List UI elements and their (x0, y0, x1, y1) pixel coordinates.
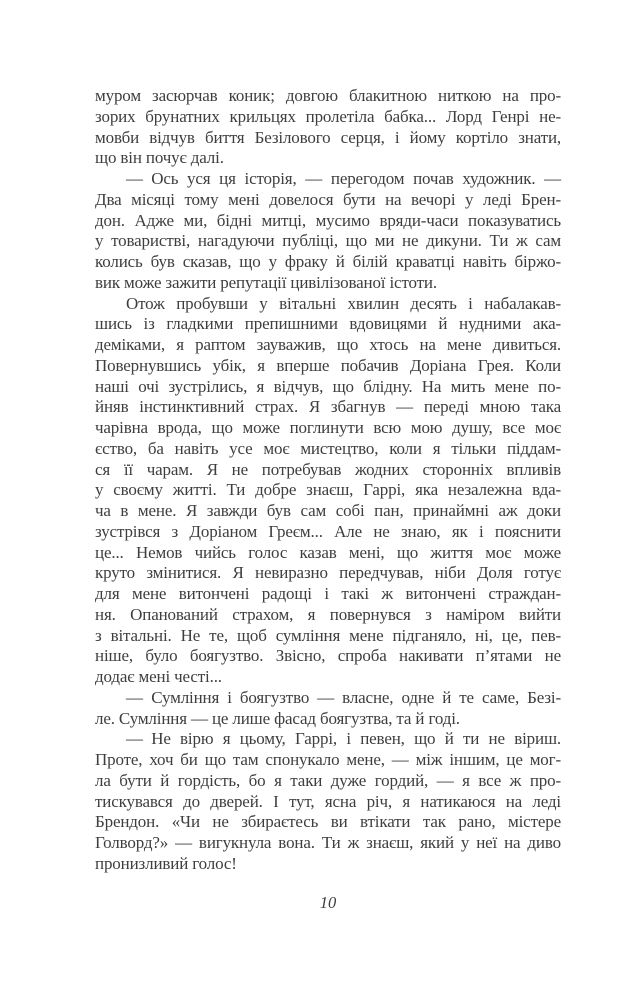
text-line: круто змінитися. Я невиразно передчував, ніби Доля готує (95, 563, 561, 583)
text-line: для мене витончені радощі і такі ж витончені страждан- (95, 584, 561, 603)
text-line: Брендон. «Чи не збираєтесь ви втікати так рано, містере (95, 812, 561, 832)
paragraph (95, 294, 561, 688)
text-line: Повернувшись убік, я вперше побачив Доріана Грея. Коли (95, 355, 561, 375)
text-line: шись із гладкими препишними вдовицями й нудними ака- (95, 314, 561, 334)
text-line: мовби відчув биття Безілового серця, і йому кортіло знати, (95, 127, 561, 147)
text-line: тискувався до дверей. І тут, ясна річ, я натикаюся на леді (95, 791, 561, 811)
text-line: Голворд?» — вигукнула вона. Ти ж знаєш, який у неї на диво (95, 833, 561, 852)
text-line: пронизливий голос! (95, 853, 237, 873)
text-line: ся її чарам. Я не потребував жодних сторонніх впливів (95, 459, 561, 479)
text-line: деміками, я раптом зауважив, що хтось на мене дивиться. (95, 335, 561, 354)
paragraph (95, 169, 561, 294)
paragraph (95, 729, 561, 874)
text-line: зустрівся з Доріаном Греєм... Але не знаю, як і пояснити (95, 521, 561, 541)
text-line: ле. Сумління — це лише фасад боягузтва, та й годі. (95, 708, 460, 728)
text-line: зорих брунатних крильцях пролетіла бабка... Лорд Генрі не- (95, 106, 561, 126)
text-line: колись був сказав, що у фраку й білій краватці навіть біржо- (95, 252, 561, 271)
text-line: у товаристві, нагадуючи публіці, що ми не дикуни. Ти ж сам (95, 231, 561, 251)
text-line: у своєму житті. Ти добре знаєш, Гаррі, яка незалежна вда- (95, 480, 561, 500)
text-line: муром засюрчав коник; довгою блакитною ниткою на про- (95, 86, 561, 105)
text-line: чарівна врода, що може поглинути всю мою душу, все моє (95, 418, 561, 437)
text-line: з вітальні. Не те, щоб сумління мене підганяло, ні, це, пев- (95, 625, 561, 645)
text-line: вик може зажити репутації цивілізованої істоти. (95, 272, 437, 292)
paragraph (95, 688, 561, 730)
text-line: ня. Опанований страхом, я повернувся з наміром вийти (95, 604, 561, 624)
text-line: — Не вірю я цьому, Гаррі, і певен, що й ти не віриш. (126, 729, 561, 749)
text-line: — Сумління і боягузтво — власне, одне й те саме, Безі- (126, 687, 561, 707)
text-line: — Ось уся ця історія, — перегодом почав художник. — (126, 169, 561, 188)
text-line: наші очі зустрілись, я відчув, що блідну. На мить мене по- (95, 376, 561, 396)
paragraph (95, 86, 561, 169)
page-text (95, 86, 561, 875)
text-line: Проте, хоч би що там спонукало мене, — між іншим, це мог- (95, 750, 561, 769)
text-line: йняв інстинктивний страх. Я збагнув — переді мною така (95, 397, 561, 417)
text-line: що він почує далі. (95, 148, 224, 168)
text-line: ла бути й гордість, бо я таки дуже гордий, — я все ж про- (95, 770, 561, 790)
page-number: 10 (319, 893, 337, 912)
text-line: Два місяці тому мені довелося бути на вечорі у леді Брен- (95, 189, 561, 209)
text-line: єство, ба навіть усе моє мистецтво, коли я тільки піддам- (95, 438, 561, 458)
text-line: дон. Адже ми, бідні митці, мусимо вряди-часи показуватись (95, 210, 561, 230)
text-line: це... Немов чийсь голос казав мені, що життя моє може (95, 542, 561, 562)
text-line: Отож пробувши у вітальні хвилин десять і набалакав- (126, 293, 561, 313)
text-line: ча в мене. Я завжди був сам собі пан, принаймні аж доки (95, 501, 561, 520)
text-line: додає мені честі... (95, 667, 222, 686)
text-line: ніше, було боягузтво. Звісно, спроба накивати п’ятами не (95, 646, 561, 666)
